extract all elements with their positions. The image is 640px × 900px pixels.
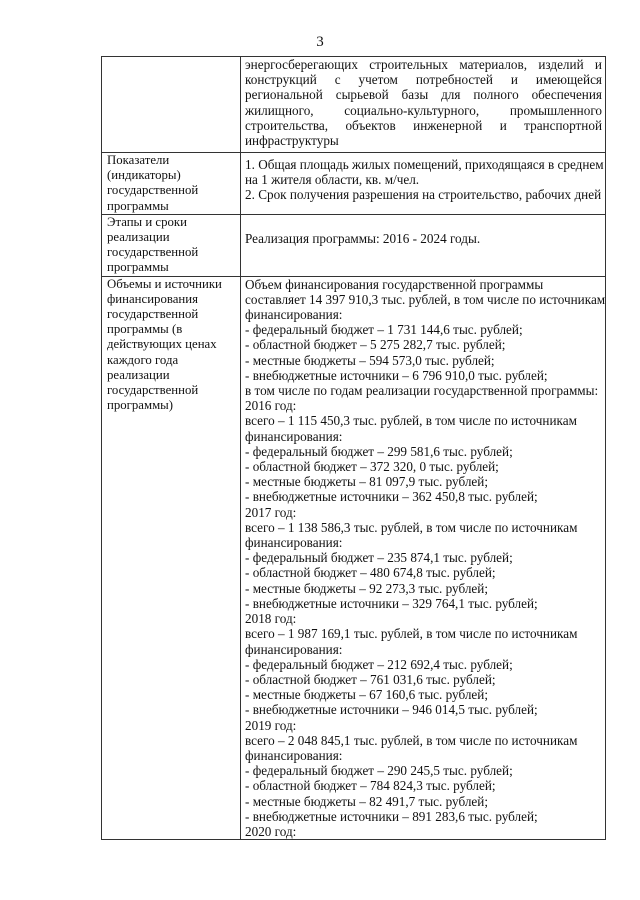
content-line: в том числе по годам реализации государственной программы: <box>245 383 599 399</box>
content-line: финансирования: <box>245 428 343 444</box>
content-line: финансирования: <box>245 535 343 551</box>
table-row-materials-continuation <box>102 57 606 153</box>
content-line: - областной бюджет – 784 824,3 тыс. рублей; <box>245 778 496 794</box>
label-line: Этапы и сроки <box>107 214 187 229</box>
content-line: - местные бюджеты – 92 273,3 тыс. рублей; <box>245 580 489 596</box>
label-line: государственной <box>107 307 199 322</box>
row-label-cell <box>102 153 241 215</box>
label-line: программы (в <box>107 322 183 337</box>
content-line: - федеральный бюджет – 290 245,5 тыс. рублей; <box>245 763 513 779</box>
content-line: всего – 1 115 450,3 тыс. рублей, в том числе по источникам <box>245 413 577 429</box>
content-line: - внебюджетные источники – 6 796 910,0 тыс. рублей; <box>245 367 548 383</box>
content-line: финансирования: <box>245 641 343 657</box>
label-line: программы <box>107 260 169 275</box>
content-line: - внебюджетные источники – 362 450,8 тыс. рублей; <box>245 489 538 505</box>
program-passport-table <box>101 56 606 840</box>
row-content-cell <box>241 214 606 276</box>
label-line: финансирования <box>107 291 198 306</box>
row-content-cell <box>241 153 606 215</box>
content-line: всего – 2 048 845,1 тыс. рублей, в том числе по источникам <box>245 732 578 748</box>
content-line: строительства, объектов инженерной и транспортной <box>245 117 602 133</box>
label-line: действующих ценах <box>107 337 217 352</box>
label-line: государственной <box>107 245 199 260</box>
label-line: Показатели <box>107 153 170 167</box>
content-line: жилищного, социально-культурного, промышленного <box>245 102 602 118</box>
content-line: - областной бюджет – 480 674,8 тыс. рублей; <box>245 565 496 581</box>
content-line: всего – 1 987 169,1 тыс. рублей, в том числе по источникам <box>245 626 578 642</box>
content-line: - местные бюджеты – 67 160,6 тыс. рублей; <box>245 687 489 703</box>
table-row-financing <box>102 276 606 840</box>
label-line: государственной <box>107 383 199 398</box>
content-line: энергосберегающих строительных материалов, изделий и <box>245 57 602 72</box>
content-line: составляет 14 397 910,3 тыс. рублей, в том числе по источникам <box>245 291 606 307</box>
content-line: на 1 жителя области, кв. м/чел. <box>245 172 420 188</box>
table-row-indicators <box>102 153 606 215</box>
content-line: - областной бюджет – 761 031,6 тыс. рублей; <box>245 671 496 687</box>
row-label-cell <box>102 57 241 153</box>
content-line: - местные бюджеты – 81 097,9 тыс. рублей; <box>245 474 489 490</box>
content-line: - внебюджетные источники – 329 764,1 тыс. рублей; <box>245 595 538 611</box>
content-line: 2016 год: <box>245 398 297 414</box>
content-line: всего – 1 138 586,3 тыс. рублей, в том числе по источникам <box>245 519 578 535</box>
content-line: 2. Срок получения разрешения на строительство, рабочих дней <box>245 187 602 203</box>
content-line: конструкций с учетом потребностей и имеющейся <box>245 72 602 88</box>
row-content-cell <box>241 276 606 840</box>
label-line: государственной <box>107 183 199 198</box>
label-line: реализации <box>107 367 170 382</box>
label-line: каждого года <box>107 352 179 367</box>
content-line: - областной бюджет – 5 275 282,7 тыс. рублей; <box>245 337 506 353</box>
content-line: инфраструктуры <box>245 133 339 149</box>
content-line: 2020 год: <box>245 823 297 839</box>
content-line: финансирования: <box>245 307 343 323</box>
label-line: Объемы и источники <box>107 276 222 291</box>
row-content-cell <box>241 57 606 153</box>
row-label-cell <box>102 214 241 276</box>
content-line: - федеральный бюджет – 235 874,1 тыс. рублей; <box>245 550 513 566</box>
content-line: финансирования: <box>245 747 343 763</box>
content-line: 1. Общая площадь жилых помещений, приходящаяся в среднем <box>245 157 604 172</box>
content-line: - федеральный бюджет – 299 581,6 тыс. рублей; <box>245 443 513 459</box>
content-line: 2019 год: <box>245 717 297 733</box>
content-line: - внебюджетные источники – 891 283,6 тыс. рублей; <box>245 808 538 824</box>
content-line: - областной бюджет – 372 320, 0 тыс. рублей; <box>245 459 499 475</box>
label-line: реализации <box>107 230 170 245</box>
row-label-cell <box>102 276 241 840</box>
content-line: - внебюджетные источники – 946 014,5 тыс. рублей; <box>245 702 538 718</box>
label-line: (индикаторы) <box>107 168 181 183</box>
content-line: 2018 год: <box>245 611 297 627</box>
content-line: - местные бюджеты – 82 491,7 тыс. рублей; <box>245 793 489 809</box>
page-number: 3 <box>316 34 324 50</box>
content-line: - федеральный бюджет – 212 692,4 тыс. рублей; <box>245 656 513 672</box>
table-row-stages <box>102 214 606 276</box>
label-line: программы <box>107 198 169 213</box>
label-line: программы) <box>107 398 174 413</box>
content-line: Реализация программы: 2016 - 2024 годы. <box>245 230 481 246</box>
content-line: Объем финансирования государственной программы <box>245 276 544 292</box>
content-line: 2017 год: <box>245 504 297 520</box>
content-line: - федеральный бюджет – 1 731 144,6 тыс. рублей; <box>245 322 523 338</box>
content-line: - местные бюджеты – 594 573,0 тыс. рублей; <box>245 352 495 368</box>
content-line: региональной сырьевой базы для полного обеспечения <box>245 87 602 103</box>
